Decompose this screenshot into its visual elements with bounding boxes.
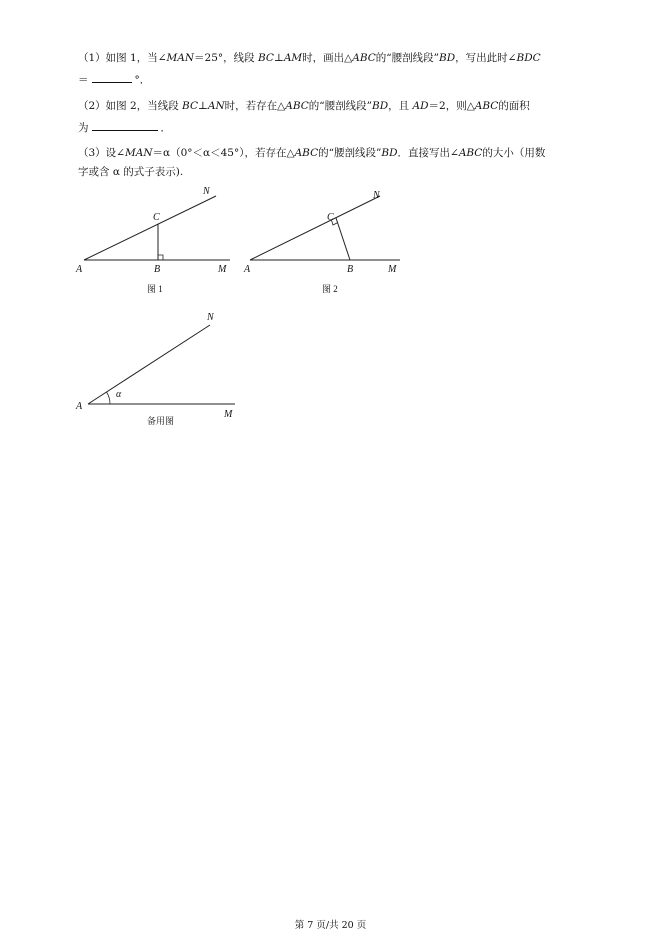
fig2-label-b: B bbox=[347, 264, 354, 275]
q3-text-a: （3）设∠ bbox=[78, 147, 125, 159]
q2-triangle-abc: ABC bbox=[285, 100, 309, 112]
fig1-label-c: C bbox=[153, 212, 160, 223]
fig1-label-n: N bbox=[203, 186, 210, 197]
q2-ray-an: AN bbox=[207, 100, 225, 112]
q1-text-d: 的“腰剖线段” bbox=[375, 52, 440, 64]
q3-segment-bd: BD bbox=[381, 147, 398, 159]
q1-equals: ＝ bbox=[78, 74, 89, 86]
fig2-segment-bc bbox=[336, 218, 350, 260]
q2-text-b: 时，若存在△ bbox=[224, 100, 286, 112]
q2-segment-ad: AD bbox=[412, 100, 429, 112]
q3-angle-man: MAN bbox=[124, 147, 153, 159]
page-footer: 第 7 页/共 20 页 bbox=[294, 920, 367, 931]
fig3-label-m: M bbox=[224, 409, 233, 420]
fig2-caption: 图 2 bbox=[322, 284, 338, 294]
q1-angle-man: MAN bbox=[166, 52, 195, 64]
question-1-line-2 bbox=[78, 70, 150, 91]
q1-segment-bc: BC bbox=[258, 52, 274, 64]
q2-text-a: （2）如图 2，当线段 bbox=[78, 100, 179, 112]
q2-triangle-abc-2: ABC bbox=[474, 100, 499, 112]
fig2-label-n: N bbox=[373, 190, 380, 201]
fig1-caption: 图 1 bbox=[147, 284, 163, 294]
q2-segment-bd: BD bbox=[372, 100, 389, 112]
fig3-label-n: N bbox=[207, 312, 214, 323]
q2-answer-blank[interactable] bbox=[92, 119, 158, 131]
q2-wei: 为 bbox=[78, 122, 89, 134]
question-2-line-1 bbox=[78, 96, 530, 117]
q1-text-a: （1）如图 1，当∠ bbox=[78, 52, 167, 64]
fig3-caption: 备用图 bbox=[147, 416, 175, 426]
fig1-label-m: M bbox=[218, 264, 227, 275]
q3-text-b: ＝α（0°＜α＜45°），若存在△ bbox=[152, 147, 295, 159]
fig3-angle-arc bbox=[107, 392, 111, 404]
fig2-ray-an bbox=[250, 196, 380, 260]
fig1-right-angle-mark bbox=[158, 255, 163, 260]
figure-2 bbox=[240, 180, 410, 300]
q2-perp-symbol: ⊥ bbox=[198, 100, 208, 112]
q3-text-line2: 字或含 α 的式子表示). bbox=[78, 166, 184, 178]
question-2-line-2 bbox=[78, 118, 171, 139]
q3-text-d: ．直接写出∠ bbox=[397, 147, 459, 159]
fig1-label-a: A bbox=[76, 264, 83, 275]
q1-perp-symbol: ⊥ bbox=[273, 52, 284, 64]
q2-text-c: 的“腰剖线段” bbox=[308, 100, 373, 112]
q3-triangle-abc: ABC bbox=[294, 147, 319, 159]
q2-text-e: ＝2，则△ bbox=[428, 100, 475, 112]
fig1-ray-an bbox=[84, 196, 216, 260]
q2-text-d: ，且 bbox=[388, 100, 410, 112]
q1-segment-bd: BD bbox=[439, 52, 456, 64]
q3-text-e: 的大小（用数 bbox=[482, 147, 546, 159]
figure-1 bbox=[70, 180, 240, 300]
q1-ray-am: AM bbox=[283, 52, 303, 64]
q1-text-b: ＝25°，线段 bbox=[194, 52, 255, 64]
q1-answer-blank[interactable] bbox=[92, 71, 132, 83]
q1-triangle-abc: ABC bbox=[352, 52, 376, 64]
fig2-label-a: A bbox=[244, 264, 251, 275]
q3-angle-abc: ABC bbox=[458, 147, 483, 159]
q2-text-f: 的面积 bbox=[498, 100, 530, 112]
figure-3-spare bbox=[70, 305, 250, 435]
question-3-line-1 bbox=[78, 143, 545, 164]
fig3-label-alpha: α bbox=[116, 389, 122, 400]
q2-period: ． bbox=[160, 122, 171, 134]
q1-text-c: 时，画出△ bbox=[302, 52, 353, 64]
q1-degree: °． bbox=[134, 74, 151, 86]
q1-angle-bdc: BDC bbox=[516, 52, 541, 64]
fig2-label-m: M bbox=[388, 264, 397, 275]
q2-segment-bc: BC bbox=[182, 100, 198, 112]
q1-text-e: ，写出此时∠ bbox=[455, 52, 517, 64]
q3-text-c: 的“腰剖线段” bbox=[318, 147, 382, 159]
question-1-line-1 bbox=[78, 48, 541, 69]
fig1-label-b: B bbox=[154, 264, 161, 275]
fig2-label-c: C bbox=[327, 212, 334, 223]
fig3-label-a: A bbox=[76, 401, 83, 412]
